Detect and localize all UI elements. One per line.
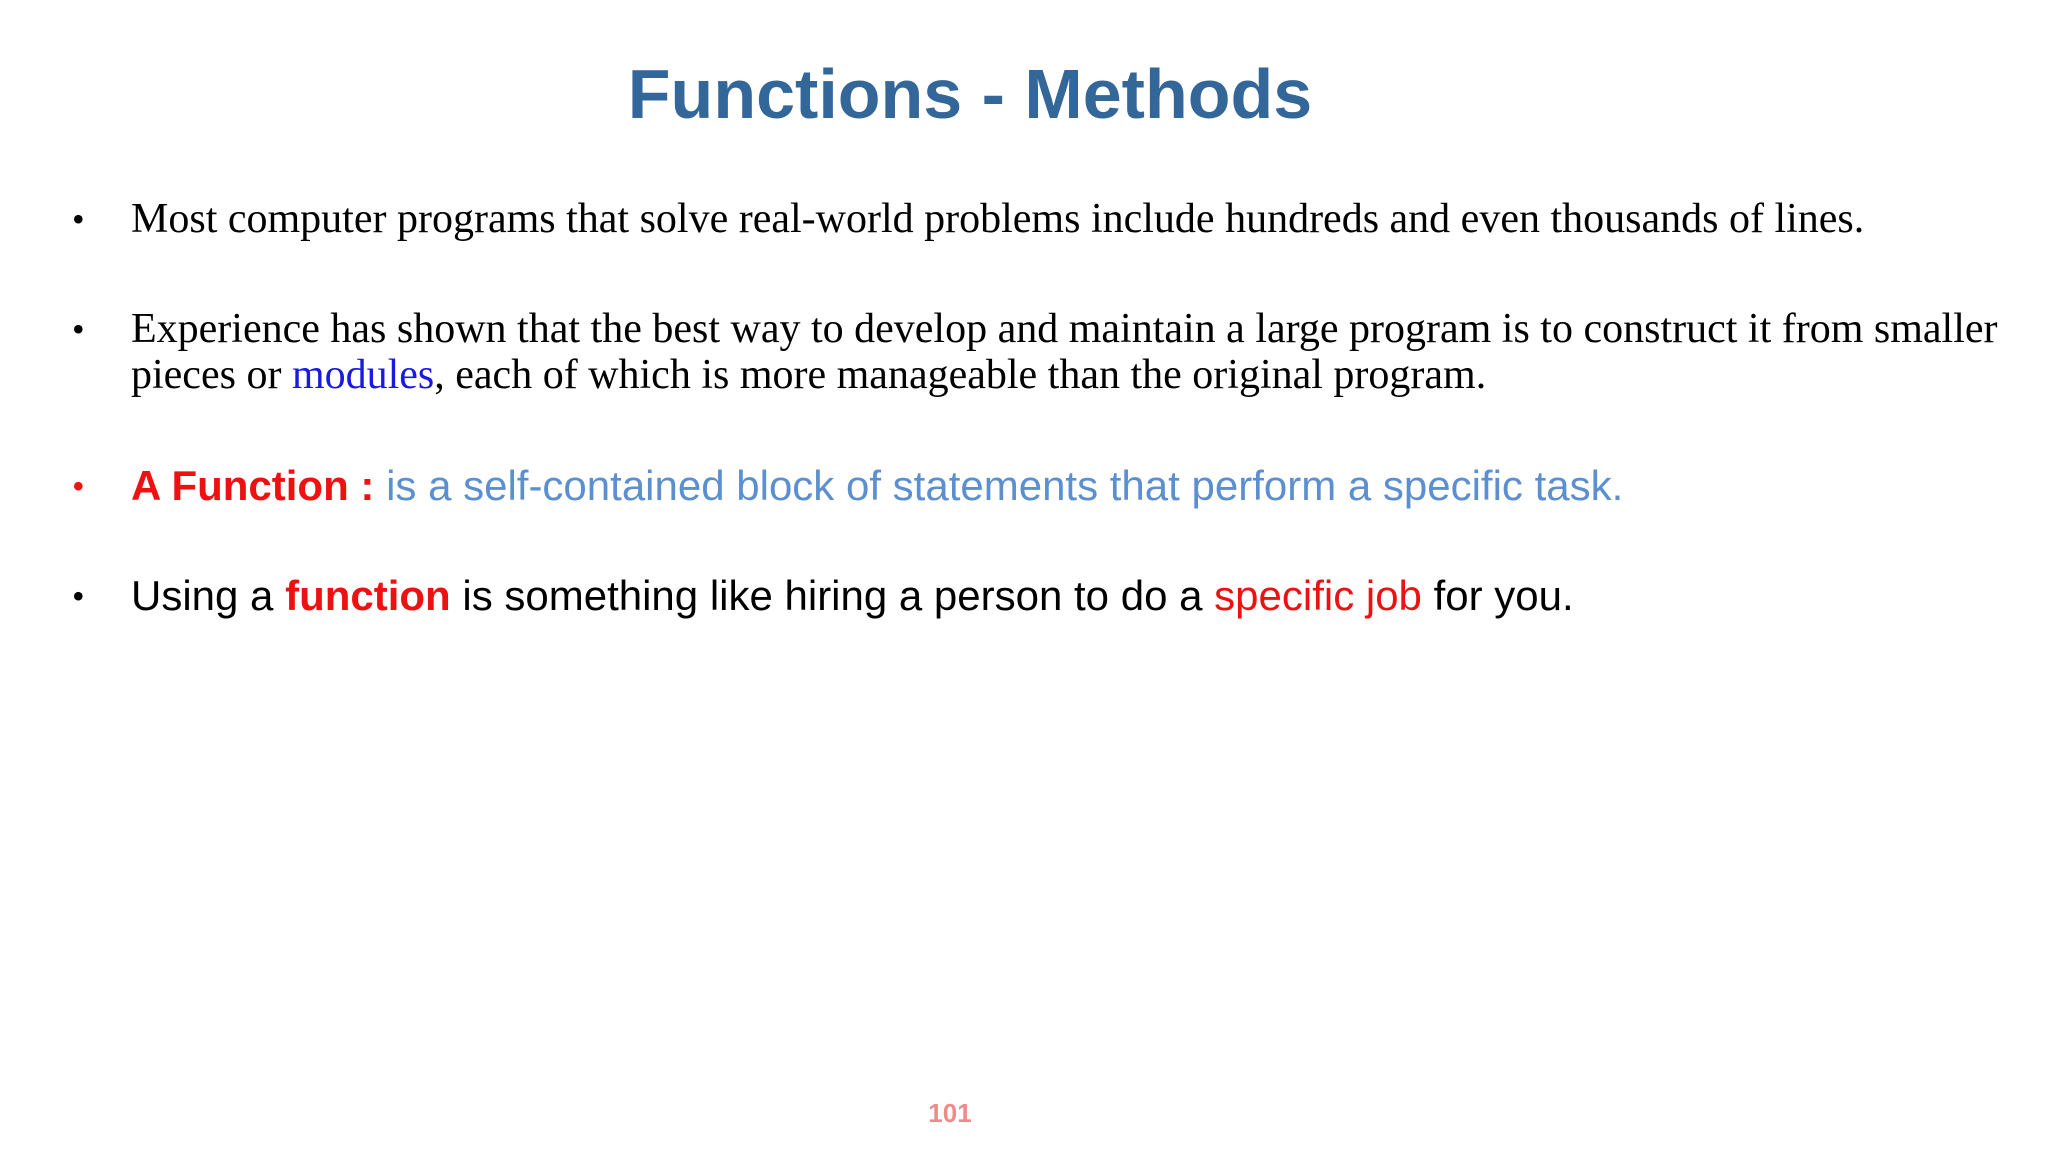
definition-text: is a self-contained block of statements that perform a specific task. xyxy=(386,462,1624,509)
definition-term: A Function : xyxy=(131,462,387,509)
bullet-text-segment: for you. xyxy=(1421,572,1574,619)
bullet-text-segment: Using a xyxy=(131,572,286,619)
function-highlight: function xyxy=(285,572,451,619)
bullet-text xyxy=(131,570,2011,622)
slide-title: Functions - Methods xyxy=(627,55,1313,133)
bullet-text xyxy=(131,460,2011,512)
bullet-marker: • xyxy=(72,576,85,616)
bullet-marker: • xyxy=(72,309,85,349)
modules-highlight: modules xyxy=(291,352,435,398)
bullet-marker: • xyxy=(72,199,85,239)
bullet-text xyxy=(131,196,2011,242)
page-number: 101 xyxy=(928,1098,972,1128)
bullet-text-segment: is something like hiring a person to do a xyxy=(450,572,1215,619)
bullet-text xyxy=(131,306,2011,398)
bullet-text-segment: Most computer programs that solve real-world problems include hundreds and even thousands of lines. xyxy=(131,196,1865,242)
bullet-marker: • xyxy=(72,466,85,506)
specific-job-highlight: specific job xyxy=(1214,572,1422,619)
bullet-text-segment: , each of which is more manageable than the original program. xyxy=(434,352,1487,398)
bullet-text-segment: Experience has shown that the best way to develop and maintain a large program is to construct it from smaller pieces or xyxy=(131,306,1998,398)
